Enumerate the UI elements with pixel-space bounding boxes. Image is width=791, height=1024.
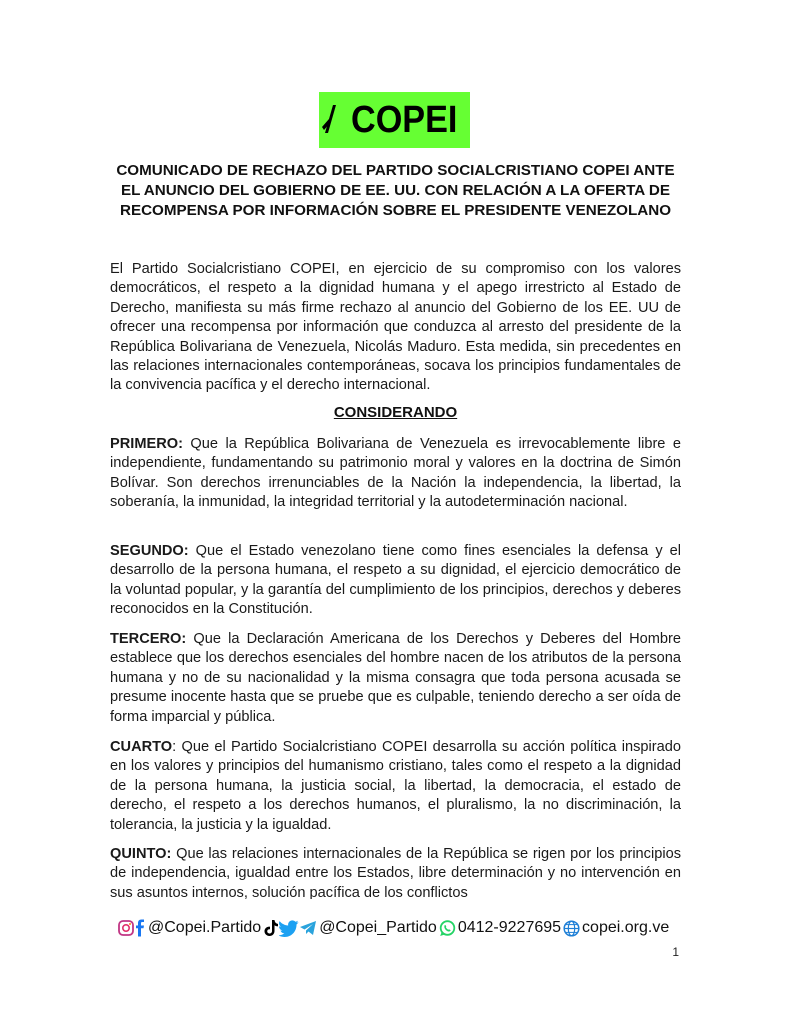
paragraph-segundo bbox=[110, 542, 681, 620]
instagram-icon bbox=[118, 920, 134, 936]
whatsapp-number: 0412-9227695 bbox=[457, 919, 562, 936]
document-title bbox=[100, 161, 691, 221]
page-number: 1 bbox=[672, 945, 679, 959]
paragraph-text: Que la República Bolivariana de Venezuela es irrevocablemente libre e independiente, fundamentando su patrimonio moral y valores en la doctrina de Simón Bolívar. Son derechos irrenunciables de la Nación la independencia, la libertad, la soberanía, la inmunidad, la integridad territorial y la autodeterminación nacional. bbox=[110, 436, 681, 511]
title-line-3: RECOMPENSA POR INFORMACIÓN SOBRE EL PRESIDENTE VENEZOLANO bbox=[119, 202, 672, 219]
paragraph-text: : Que el Partido Socialcristiano COPEI desarrolla su acción política inspirado en los valores y principios del humanismo cristiano, tales como el respeto a la dignidad de la persona humana, la justicia social, la libertad, la democracia, el estado de derecho, el respeto a los derechos humanos, el pluralismo, la no discriminación, la tolerancia, la justicia y la igualdad. bbox=[110, 739, 681, 833]
contact-footer bbox=[118, 915, 678, 941]
paragraph-lead: QUINTO: bbox=[110, 846, 172, 862]
paragraph-text: Que las relaciones internacionales de la República se rigen por los principios de independencia, igualdad entre los Estados, libre determinación y no intervención en sus asuntos internos, solución pacífica de los conflictos bbox=[110, 846, 681, 899]
telegram-icon bbox=[299, 920, 317, 936]
title-line-2: EL ANUNCIO DEL GOBIERNO DE EE. UU. CON RELACIÓN A LA OFERTA DE bbox=[120, 182, 671, 199]
tiktok-icon bbox=[263, 919, 279, 937]
paragraph-primero bbox=[110, 435, 681, 513]
paragraph-text: Que el Estado venezolano tiene como fines esenciales la defensa y el desarrollo de la persona humana, el respeto a su dignidad, el ejercicio democrático de la voluntad popular, y la garantía del cumplimiento de los principios, derechos y deberes reconocidos en la Constitución. bbox=[110, 543, 681, 618]
logo-text: COPEI bbox=[351, 98, 458, 141]
title-line-1: COMUNICADO DE RECHAZO DEL PARTIDO SOCIALCRISTIANO COPEI ANTE bbox=[116, 162, 675, 179]
website-text: copei.org.ve bbox=[582, 919, 670, 936]
twitter-icon bbox=[279, 920, 299, 937]
facebook-icon bbox=[134, 919, 146, 937]
paragraph-lead: CUARTO bbox=[110, 739, 173, 755]
paragraph-lead: TERCERO: bbox=[110, 631, 187, 647]
social-handle-text: @Copei_Partido bbox=[319, 919, 437, 936]
paragraph-tercero bbox=[110, 630, 681, 727]
party-logo-icon bbox=[319, 103, 341, 137]
whatsapp-icon bbox=[439, 920, 456, 937]
social-handle-text: @Copei.Partido bbox=[148, 919, 262, 936]
copei-logo bbox=[319, 92, 470, 148]
paragraph-quinto bbox=[110, 845, 681, 899]
intro-paragraph: El Partido Socialcristiano COPEI, en ejercicio de su compromiso con los valores democráticos, el respeto a la dignidad humana y el apego irrestricto al Estado de Derecho, manifiesta su más firme rechazo al anuncio del Gobierno de los EE. UU de ofrecer una recompensa por información que conduzca al arresto del presidente de la República Bolivariana de Venezuela, Nicolás Maduro. Esta medida, sin precedentes en las relaciones internacionales contemporáneas, socava los principios fundamentales de la convivencia pacífica y el derecho internacional. bbox=[110, 261, 681, 394]
paragraph-lead: SEGUNDO: bbox=[110, 543, 189, 559]
paragraph-text: Que la Declaración Americana de los Derechos y Deberes del Hombre establece que los derechos esenciales del hombre nacen de los atributos de la persona humana y no de su nacionalidad y la misma consagra que toda persona acusada se presume inocente hasta que se pruebe que es culpable, teniendo derecho a ser oída de forma imparcial y pública. bbox=[110, 631, 681, 725]
paragraph-cuarto bbox=[110, 738, 681, 835]
paragraph-lead: PRIMERO: bbox=[110, 436, 183, 452]
considerando-heading: CONSIDERANDO bbox=[333, 404, 458, 421]
globe-icon bbox=[563, 920, 580, 937]
